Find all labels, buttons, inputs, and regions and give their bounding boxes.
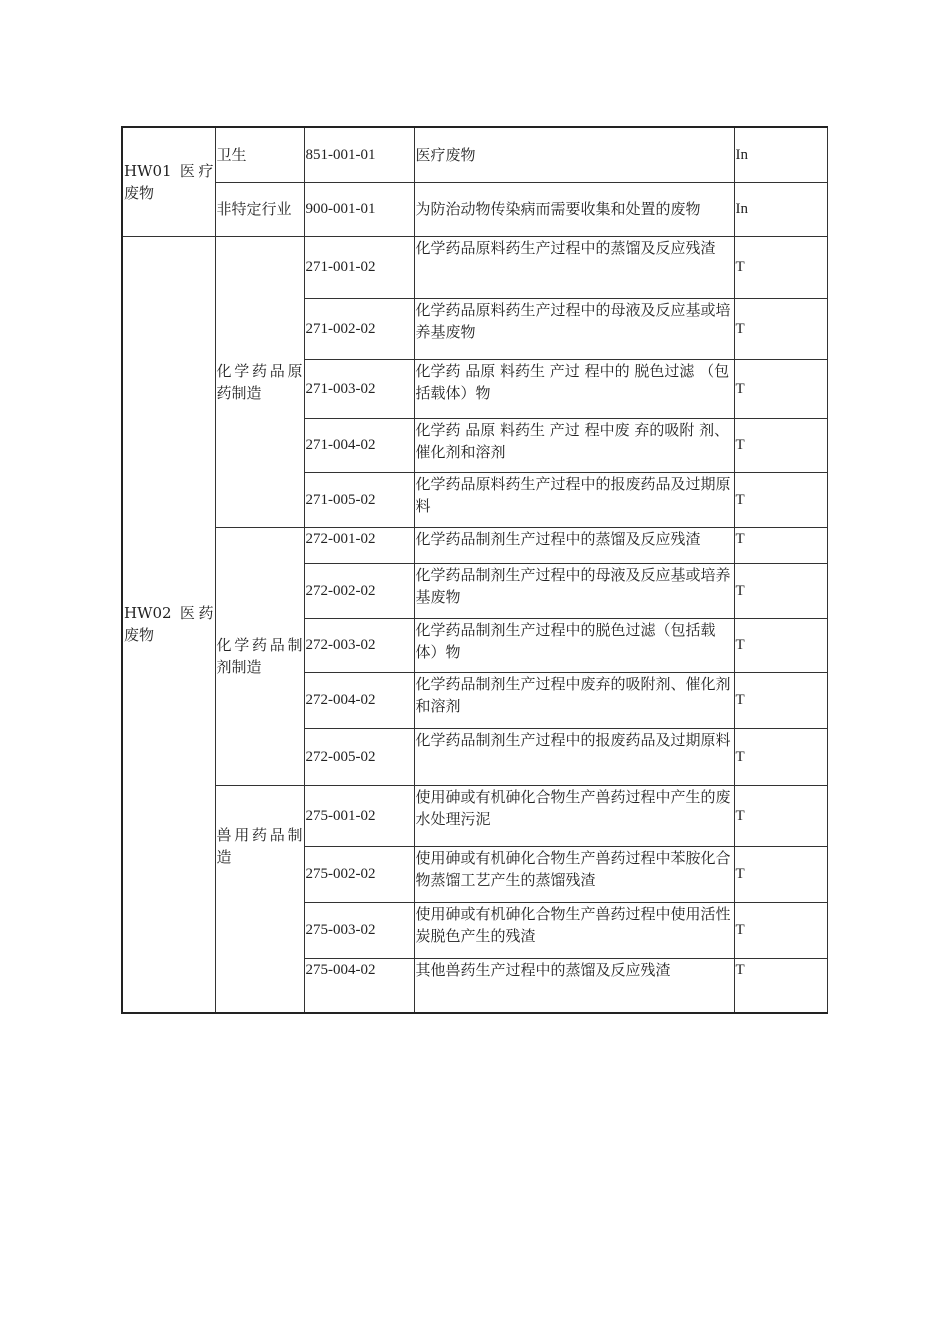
waste-description-cell: 化学药品原料药生产过程中的蒸馏及反应残渣 [414,236,734,298]
industry-cell: 兽用药品制造 [215,785,304,1013]
waste-category-cell: HW01 医疗废物 [122,127,215,236]
hazard-characteristic-cell: T [734,236,827,298]
waste-code-cell: 275-004-02 [304,958,414,1013]
waste-description-cell: 使用砷或有机砷化合物生产兽药过程中使用活性炭脱色产生的残渣 [414,902,734,958]
waste-code-cell: 272-004-02 [304,672,414,728]
industry-cell: 卫生 [215,127,304,182]
waste-code-cell: 272-001-02 [304,527,414,563]
waste-category-cell: HW02 医药废物 [122,236,215,1013]
hazard-characteristic-cell: T [734,527,827,563]
waste-description-cell: 为防治动物传染病而需要收集和处置的废物 [414,182,734,236]
waste-description-cell: 化学药品制剂生产过程中的母液及反应基或培养基废物 [414,563,734,618]
waste-description-cell: 使用砷或有机砷化合物生产兽药过程中苯胺化合物蒸馏工艺产生的蒸馏残渣 [414,846,734,902]
waste-description-cell: 使用砷或有机砷化合物生产兽药过程中产生的废水处理污泥 [414,785,734,846]
hazard-characteristic-cell: T [734,472,827,527]
waste-description-cell: 化学药 品原 料药生 产过 程中废 弃的吸附 剂、催化剂和溶剂 [414,418,734,472]
waste-code-cell: 271-001-02 [304,236,414,298]
table-row [122,182,827,236]
hazard-characteristic-cell: T [734,672,827,728]
hazard-characteristic-cell: T [734,902,827,958]
waste-description-cell: 化学药品原料药生产过程中的母液及反应基或培养基废物 [414,298,734,359]
table-row [122,127,827,182]
waste-code-cell: 275-003-02 [304,902,414,958]
waste-description-cell: 化学药品制剂生产过程中的脱色过滤（包括载体）物 [414,618,734,672]
waste-code-cell: 271-003-02 [304,359,414,418]
waste-code-cell: 275-002-02 [304,846,414,902]
table-row [122,785,827,846]
hazard-characteristic-cell: T [734,298,827,359]
waste-description-cell: 化学药 品原 料药生 产过 程中的 脱色过滤 （包括载体）物 [414,359,734,418]
waste-description-cell: 化学药品原料药生产过程中的报废药品及过期原料 [414,472,734,527]
hazard-characteristic-cell: T [734,728,827,785]
waste-code-cell: 275-001-02 [304,785,414,846]
industry-cell: 非特定行业 [215,182,304,236]
industry-cell: 化学药品原药制造 [215,236,304,527]
waste-code-cell: 272-002-02 [304,563,414,618]
hazardous-waste-table [121,126,828,1014]
waste-code-cell: 851-001-01 [304,127,414,182]
waste-description-cell: 其他兽药生产过程中的蒸馏及反应残渣 [414,958,734,1013]
hazard-characteristic-cell: T [734,359,827,418]
hazard-characteristic-cell: T [734,958,827,1013]
table-row [122,527,827,563]
waste-code-cell: 272-003-02 [304,618,414,672]
hazard-characteristic-cell: In [734,127,827,182]
hazard-characteristic-cell: T [734,618,827,672]
waste-code-cell: 900-001-01 [304,182,414,236]
waste-code-cell: 271-002-02 [304,298,414,359]
hazard-characteristic-cell: T [734,418,827,472]
waste-description-cell: 化学药品制剂生产过程中废弃的吸附剂、催化剂和溶剂 [414,672,734,728]
hazard-characteristic-cell: T [734,846,827,902]
waste-description-cell: 化学药品制剂生产过程中的报废药品及过期原料 [414,728,734,785]
waste-code-cell: 272-005-02 [304,728,414,785]
hazard-characteristic-cell: T [734,785,827,846]
waste-description-cell: 医疗废物 [414,127,734,182]
waste-code-cell: 271-005-02 [304,472,414,527]
hazard-characteristic-cell: In [734,182,827,236]
waste-code-cell: 271-004-02 [304,418,414,472]
waste-description-cell: 化学药品制剂生产过程中的蒸馏及反应残渣 [414,527,734,563]
industry-cell: 化学药品制剂制造 [215,527,304,785]
table-row [122,236,827,298]
hazard-characteristic-cell: T [734,563,827,618]
